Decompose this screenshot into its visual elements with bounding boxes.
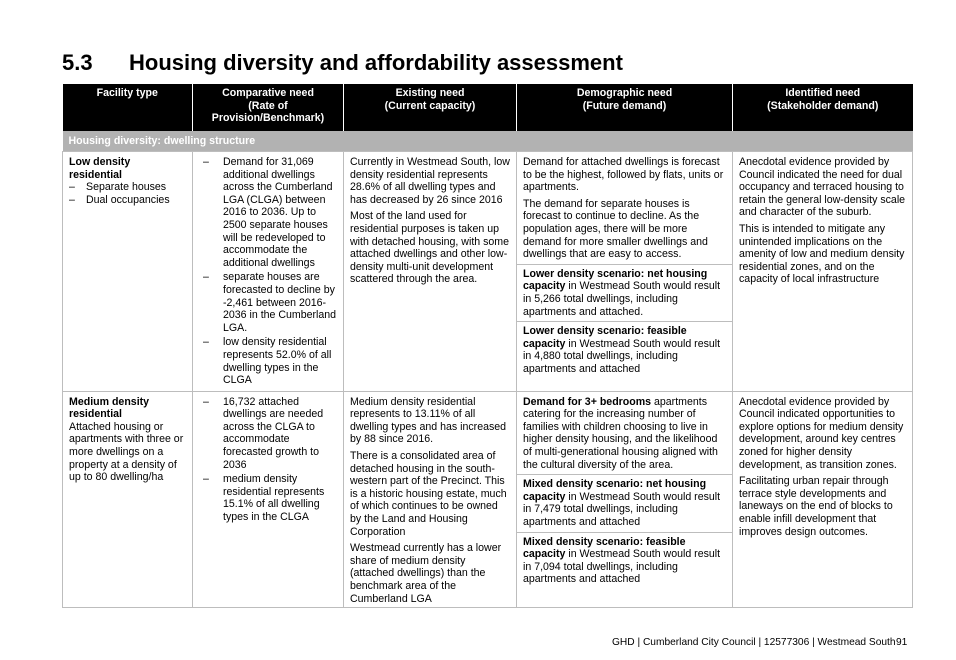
- table-row: [63, 391, 913, 608]
- scenario-text: in Westmead South would result in 7,479 total dwellings, including apartments and attached: [523, 490, 721, 529]
- table-row: [63, 152, 913, 392]
- scenario-label: Mixed density scenario: net housing capacity: [523, 478, 707, 503]
- list-item: – Separate houses: [69, 181, 186, 194]
- footer-text: GHD | Cumberland City Council | 12577306 | Westmead South: [612, 637, 896, 648]
- demand-text: apartments catering for the increasing number of families with children choosing to live in higher density housing, and the likelihood of multi-generational housing aligned with the cultural diversity of the area.: [523, 395, 718, 471]
- demographic-main: [517, 152, 732, 264]
- paragraph: Medium density residential represents to 13.11% of all dwelling types and has increased by 88 since 2016.: [350, 395, 507, 446]
- demand-label: Demand for 3+ bedrooms: [523, 395, 652, 408]
- paragraph: Facilitating urban repair through terrace style developments and laneways on the end of blocks to enable infill development that improves design outcomes.: [739, 475, 893, 538]
- paragraph: Westmead currently has a lower share of medium density (attached dwellings) than the benchmark area of the Cumberland LGA: [350, 542, 502, 605]
- housing-assessment-table: [62, 84, 913, 608]
- scenario-block: [517, 532, 732, 589]
- facility-cell: [63, 152, 193, 392]
- demographic-cell: [517, 152, 733, 392]
- paragraph: Demand for attached dwellings is forecast to be the highest, followed by flats, units or apartments.: [523, 156, 724, 194]
- comparative-cell: [193, 391, 344, 608]
- facility-items: [69, 181, 186, 206]
- scenario-block: [517, 264, 732, 321]
- list-item: – Dual occupancies: [69, 194, 186, 207]
- header-facility-type: Facility type: [63, 84, 193, 131]
- identified-cell: [733, 152, 913, 392]
- section-title: Housing diversity and affordability assessment: [129, 50, 623, 75]
- existing-cell: [344, 391, 517, 608]
- list-item: – separate houses are forecasted to decline by -2,461 between 2016-2036 in the Cumberland LGA.: [199, 271, 337, 334]
- paragraph: The demand for separate houses is forecast to continue to decline. As the population ages, there will be more demand for more smaller dwellings and dwellings that are easy to access.: [523, 197, 708, 261]
- paragraph: This is intended to mitigate any unintended implications on the amenity of low and medium density residential zones, and on the capacity of local infrastructure: [739, 222, 905, 286]
- paragraph: Currently in Westmead South, low density residential represents 28.6% of all dwelling types and has decreased by 26 since 2016: [350, 156, 510, 206]
- scenario-block: [517, 321, 732, 378]
- header-demographic-need: Demographic need (Future demand): [517, 84, 733, 131]
- paragraph: Anecdotal evidence provided by Council indicated opportunities to explore options for medium density development, around key centres zoned for higher density development, as transition zones.: [739, 395, 904, 471]
- section-heading: [62, 50, 623, 76]
- comparative-cell: [193, 152, 344, 392]
- table-header-row: [63, 84, 913, 131]
- facility-title: Medium density residential: [69, 395, 150, 421]
- scenario-label: Mixed density scenario: feasible capacity: [523, 535, 686, 561]
- paragraph: Anecdotal evidence provided by Council indicated the need for dual occupancy and terraced housing to retain the general low-density scale and character of the suburb.: [739, 156, 906, 219]
- demographic-cell: [517, 391, 733, 608]
- scenario-block: [517, 474, 732, 531]
- scenario-text: in Westmead South would result in 5,266 total dwellings, including apartments and attached.: [523, 280, 721, 318]
- page-number: 91: [896, 637, 908, 648]
- demographic-main: [517, 392, 732, 475]
- section-number: 5.3: [62, 50, 93, 75]
- scenario-label: Lower density scenario: net housing capacity: [523, 267, 708, 293]
- paragraph: There is a consolidated area of detached housing in the south-western part of the Precinct. This is a historic housing estate, much of which continues to be owned by the Land and Housing Corporation: [350, 450, 507, 538]
- identified-cell: [733, 391, 913, 608]
- list-item: – medium density residential represents 15.1% of all dwelling types in the CLGA: [199, 473, 337, 523]
- facility-description: Attached housing or apartments with three or more dwellings on a property at a density of up to 80 dwelling/ha: [69, 420, 184, 484]
- header-existing-need: Existing need (Current capacity): [344, 84, 517, 131]
- facility-cell: [63, 391, 193, 608]
- header-comparative-need: Comparative need (Rate of Provision/Benchmark): [193, 84, 344, 131]
- list-item: – low density residential represents 52.0% of all dwelling types in the CLGA: [199, 336, 337, 386]
- section-row: [63, 131, 913, 152]
- facility-title: Low density residential: [69, 156, 131, 181]
- paragraph: Most of the land used for residential purposes is taken up with detached housing, with some attached dwellings and other low-density multi-unit development scattered through the area.: [350, 210, 509, 286]
- header-identified-need: Identified need (Stakeholder demand): [733, 84, 913, 131]
- existing-cell: [344, 152, 517, 392]
- scenario-text: in Westmead South would result in 4,880 total dwellings, including apartments and attached: [523, 337, 721, 375]
- list-item: – Demand for 31,069 additional dwellings across the Cumberland LGA (CLGA) between 2016 to 2036. Up to 2500 separate houses will be redeveloped to accommodate the additional dwellings: [199, 156, 337, 269]
- scenario-label: Lower density scenario: feasible capacity: [523, 325, 687, 350]
- list-item: – 16,732 attached dwellings are needed across the CLGA to accommodate forecasted growth to 2036: [199, 396, 337, 472]
- section-row-label: Housing diversity: dwelling structure: [63, 131, 913, 152]
- scenario-text: in Westmead South would result in 7,094 total dwellings, including apartments and attached: [523, 548, 721, 586]
